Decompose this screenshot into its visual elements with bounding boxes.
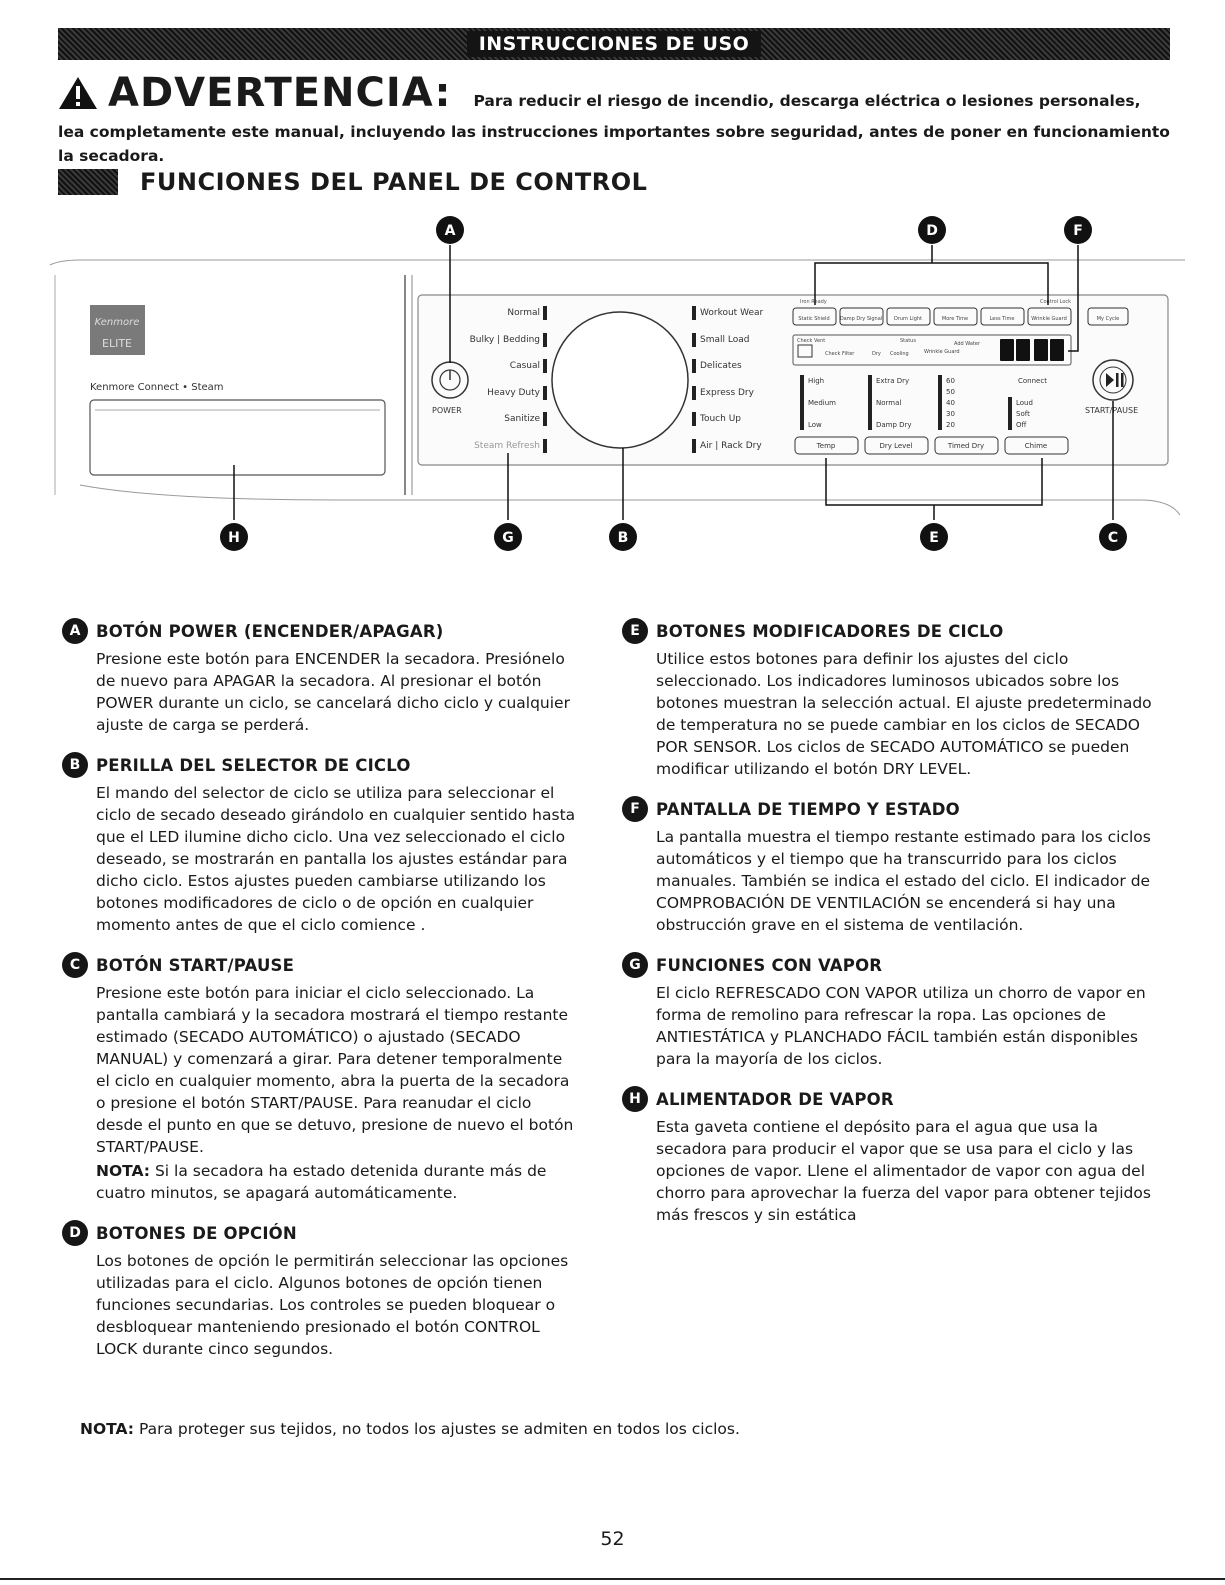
time-level-1: 50	[946, 388, 955, 396]
time-level-4: 20	[946, 421, 955, 429]
svg-text:B: B	[617, 530, 629, 546]
svg-text:E: E	[929, 530, 939, 546]
cycle-left-5: Steam Refresh	[474, 441, 540, 451]
bottom-note-text: Para proteger sus tejidos, no todos los ajustes se admiten en todos los ciclos.	[134, 1420, 740, 1438]
status-check-vent: Check Vent	[797, 338, 826, 344]
warning-triangle-icon	[58, 76, 98, 110]
item-g-title: FUNCIONES CON VAPOR	[656, 955, 883, 975]
warning-continuation: lea completamente este manual, incluyendo las instrucciones importantes sobre seguridad, antes de poner en funcionamiento la secadora.	[58, 123, 1170, 165]
badge-a: A	[62, 618, 88, 644]
item-e-title: BOTONES MODIFICADORES DE CICLO	[656, 621, 1004, 641]
option-top-left-label: Iron Ready	[800, 299, 827, 305]
my-cycle-button: My Cycle	[1096, 316, 1120, 322]
svg-text:H: H	[228, 530, 240, 546]
badge-d: D	[62, 1220, 88, 1246]
item-h	[622, 1086, 1167, 1226]
item-c-title: BOTÓN START/PAUSE	[96, 955, 295, 975]
cycle-right-3: Express Dry	[700, 388, 754, 398]
header-title: INSTRUCCIONES DE USO	[467, 31, 762, 57]
brand-sub: ELITE	[102, 337, 132, 350]
cycle-left-1: Bulky | Bedding	[469, 335, 540, 345]
option-button-2: Drum Light	[893, 316, 923, 322]
cycle-right-2: Delicates	[700, 361, 742, 371]
item-e-body: Utilice estos botones para definir los ajustes del ciclo seleccionado. Los indicadores luminosos ubicados sobre los botones muestran la selección actual. El ajuste predeterminado de temperatura no se puede cambiar en los ciclos de SECADO POR SENSOR. Los ciclos de SECADO AUTOMÁTICO se pueden modificar utilizando el botón DRY LEVEL.	[656, 650, 1152, 778]
item-h-title: ALIMENTADOR DE VAPOR	[656, 1089, 894, 1109]
svg-text:C: C	[1107, 530, 1119, 546]
badge-b: B	[62, 752, 88, 778]
bottom-note-label: NOTA:	[80, 1420, 135, 1438]
item-f-body: La pantalla muestra el tiempo restante estimado para los ciclos automáticos y el tiempo que ha transcurrido para los ciclos manuales. También se indica el estado del ciclo. El indicador de COMPROBACIÓN DE VENTILACIÓN se encenderá si hay una obstrucción grave en el sistema de ventilación.	[656, 828, 1151, 934]
bottom-note	[80, 1420, 740, 1438]
item-d	[62, 1220, 577, 1360]
left-column	[62, 618, 577, 1376]
bottom-divider	[0, 1578, 1225, 1580]
item-e	[622, 618, 1167, 780]
time-level-3: 30	[946, 410, 955, 418]
brand-name: Kenmore	[94, 317, 140, 328]
badge-e: E	[622, 618, 648, 644]
item-a-title: BOTÓN POWER (ENCENDER/APAGAR)	[96, 621, 444, 641]
item-c	[62, 952, 577, 1204]
item-c-note	[62, 1160, 577, 1204]
chime-level-1: Loud	[1016, 399, 1033, 407]
item-d-body: Los botones de opción le permitirán seleccionar las opciones utilizadas para el ciclo. Algunos botones de opción tienen funciones secundarias. Los controles se pueden bloquear o desbloquear manteniendo presionado el botón CONTROL LOCK durante cinco segundos.	[96, 1252, 569, 1358]
section-marker	[58, 169, 118, 195]
header-bar	[58, 28, 1170, 60]
item-d-title: BOTONES DE OPCIÓN	[96, 1223, 297, 1243]
option-button-1: Damp Dry Signal	[839, 316, 883, 322]
badge-f: F	[622, 796, 648, 822]
cycle-left-0: Normal	[507, 308, 540, 318]
time-level-2: 40	[946, 399, 955, 407]
item-c-body: Presione este botón para iniciar el ciclo seleccionado. La pantalla cambiará y la secadora mostrará el tiempo restante estimado (SECADO AUTOMÁTICO) o ajustado (SECADO MANUAL) y comenzará a girar. Para detener temporalmente el ciclo en cualquier momento, abra la puerta de la secadora o presione el botón START/PAUSE. Para reanudar el ciclo desde el punto en que se detuvo, presione de nuevo el botón START/PAUSE.	[96, 984, 574, 1156]
warning-title: ADVERTENCIA:	[108, 70, 452, 116]
control-panel-diagram	[40, 215, 1185, 575]
option-top-right-label: Control Lock	[1040, 299, 1072, 305]
svg-text:A: A	[444, 223, 456, 239]
cycle-left-4: Sanitize	[504, 414, 540, 424]
badge-g: G	[622, 952, 648, 978]
badge-h: H	[622, 1086, 648, 1112]
connect-steam-label: Kenmore Connect • Steam	[90, 382, 224, 393]
right-column	[622, 618, 1167, 1242]
cycle-left-2: Casual	[509, 361, 540, 371]
svg-text:G: G	[502, 530, 514, 546]
cycle-left-3: Heavy Duty	[487, 388, 540, 398]
item-f-title: PANTALLA DE TIEMPO Y ESTADO	[656, 799, 960, 819]
option-button-4: Less Time	[989, 316, 1015, 322]
temp-level-0: High	[808, 377, 825, 385]
chime-level-2: Soft	[1016, 410, 1030, 418]
power-label: POWER	[432, 406, 462, 415]
control-panel-illustration	[40, 215, 1185, 575]
modifier-button-3: Chime	[1024, 442, 1048, 450]
svg-text:D: D	[926, 223, 938, 239]
chime-level-0: Connect	[1018, 377, 1047, 385]
dry-level-2: Damp Dry	[876, 421, 912, 429]
dry-level-0: Extra Dry	[876, 377, 910, 385]
cycle-right-5: Air | Rack Dry	[700, 441, 762, 451]
modifier-button-0: Temp	[816, 442, 836, 450]
item-b-title: PERILLA DEL SELECTOR DE CICLO	[96, 755, 411, 775]
section-title: FUNCIONES DEL PANEL DE CONTROL	[140, 168, 648, 196]
section-heading	[58, 168, 647, 196]
item-b-body: El mando del selector de ciclo se utiliza para seleccionar el ciclo de secado deseado girándolo en cualquier sentido hasta que el LED ilumine dicho ciclo. Una vez seleccionado el ciclo deseado, se mostrarán en pantalla los ajustes estándar para dicho ciclo. Estos ajustes pueden cambiarse utilizando los botones modificadores de ciclo o de opción en cualquier momento antes de que el ciclo comience .	[96, 784, 576, 934]
item-c-note-text: Si la secadora ha estado detenida durante más de cuatro minutos, se apagará automáticamente.	[96, 1162, 547, 1202]
item-a-body: Presione este botón para ENCENDER la secadora. Presiónelo de nuevo para APAGAR la secadora. Al presionar el botón POWER durante un ciclo, se cancelará dicho ciclo y cualquier ajuste de carga se perderá.	[96, 650, 570, 734]
chime-level-3: Off	[1016, 421, 1027, 429]
cycle-right-1: Small Load	[700, 335, 750, 345]
cycle-right-0: Workout Wear	[700, 308, 764, 318]
item-c-note-label: NOTA:	[96, 1162, 151, 1180]
status-status: Status	[900, 338, 916, 344]
item-b	[62, 752, 577, 936]
svg-text:F: F	[1073, 223, 1083, 239]
warning-text: Para reducir el riesgo de incendio, descarga eléctrica o lesiones personales,	[473, 92, 1141, 110]
item-g-body: El ciclo REFRESCADO CON VAPOR utiliza un chorro de vapor en forma de remolino para refrescar la ropa. Las opciones de ANTIESTÁTICA y PLANCHADO FÁCIL también están disponibles para la mayoría de los ciclos.	[656, 984, 1146, 1068]
item-g	[622, 952, 1167, 1070]
temp-level-1: Medium	[808, 399, 836, 407]
cycle-selector-knob	[552, 312, 688, 448]
status-cooling: Cooling	[890, 351, 909, 357]
warning-block	[58, 70, 1173, 168]
temp-level-2: Low	[808, 421, 822, 429]
status-add-water: Add Water	[954, 341, 981, 347]
status-wrinkle-guard: Wrinkle Guard	[924, 349, 960, 355]
dry-level-1: Normal	[876, 399, 902, 407]
option-button-3: More Time	[941, 316, 969, 322]
option-button-5: Wrinkle Guard	[1031, 316, 1067, 322]
steam-dispenser-drawer	[90, 400, 385, 475]
option-button-0: Static Shield	[798, 316, 830, 322]
start-pause-label: START/PAUSE	[1085, 406, 1139, 415]
item-a	[62, 618, 577, 736]
status-check-filter: Check Filter	[825, 351, 855, 357]
page-number: 52	[600, 1528, 625, 1550]
item-h-body: Esta gaveta contiene el depósito para el agua que usa la secadora para producir el vapor que se usa para el ciclo y las opciones de vapor. Llene el alimentador de vapor con agua del chorro para aprovechar la fuerza del vapor para obtener tejidos más frescos y sin estática	[656, 1118, 1151, 1224]
item-f	[622, 796, 1167, 936]
modifier-button-1: Dry Level	[879, 442, 913, 450]
cycle-right-4: Touch Up	[700, 414, 741, 424]
status-dry: Dry	[872, 351, 881, 357]
modifier-button-2: Timed Dry	[947, 442, 985, 450]
badge-c: C	[62, 952, 88, 978]
time-level-0: 60	[946, 377, 955, 385]
